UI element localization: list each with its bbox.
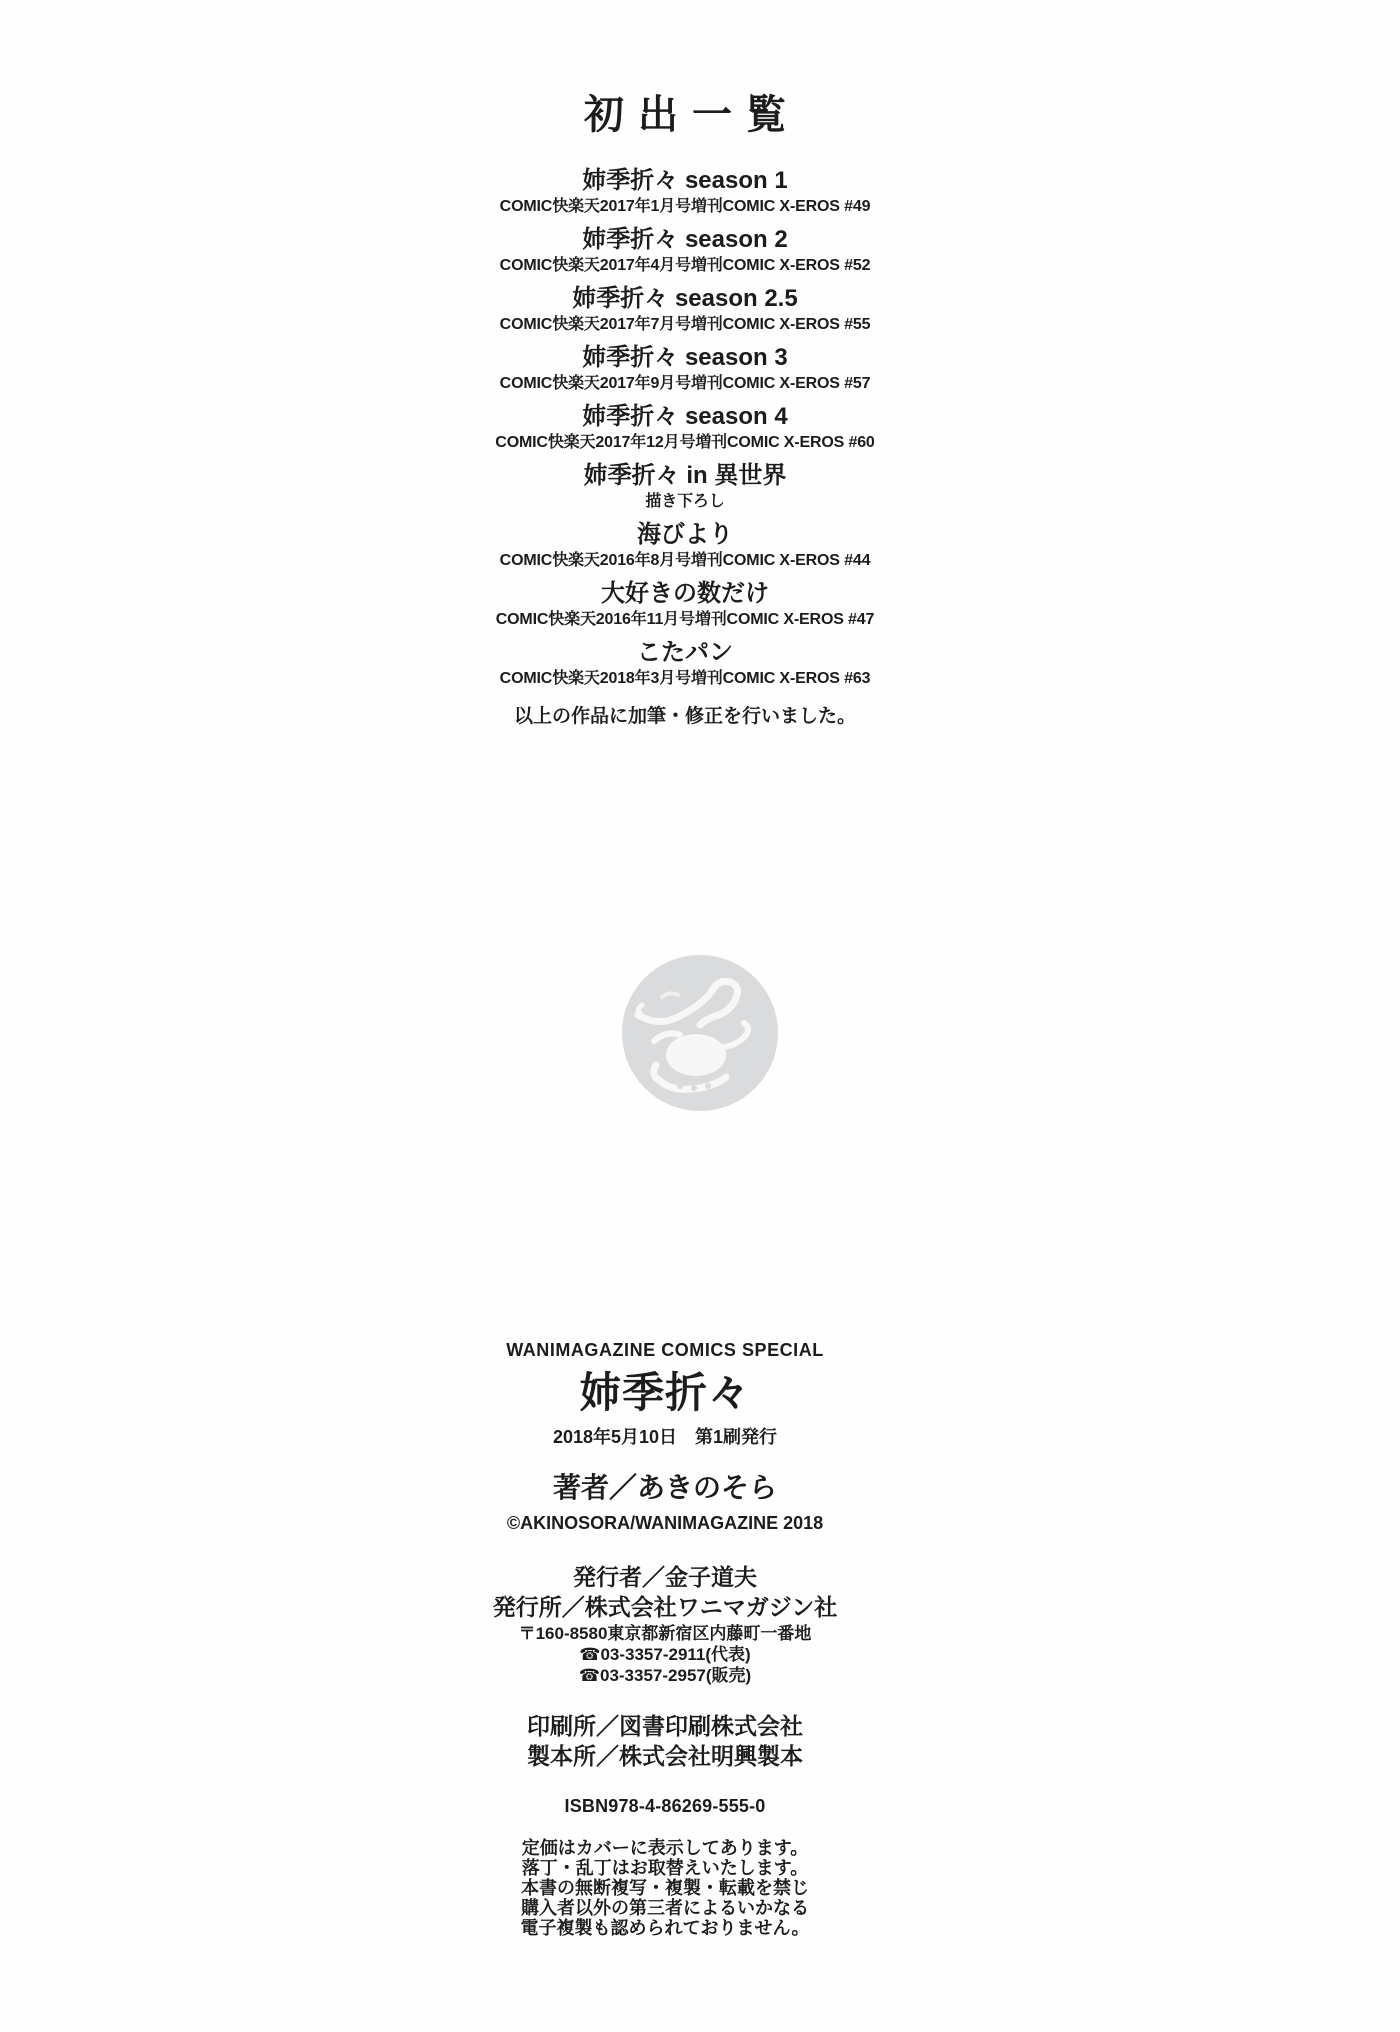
work-source: COMIC快楽天2017年1月号増刊COMIC X-EROS #49 (499, 198, 871, 215)
publication-entry (0, 579, 1370, 631)
publication-entry (0, 402, 1370, 454)
publication-entry (0, 520, 1370, 572)
work-source: COMIC快楽天2016年11月号増刊COMIC X-EROS #47 (495, 611, 875, 628)
work-source: COMIC快楽天2017年4月号増刊COMIC X-EROS #52 (499, 257, 871, 274)
work-title: 姉季折々 season 1 (582, 167, 788, 194)
bindery: 製本所／株式会社明興製本 (527, 1743, 803, 1769)
publication-entry (0, 638, 1370, 690)
work-title: 姉季折々 in 異世界 (583, 462, 787, 489)
publisher-person: 発行者／金子道夫 (573, 1564, 757, 1590)
imprint-label: WANIMAGAZINE COMICS SPECIAL (506, 1340, 824, 1360)
printer: 印刷所／図書印刷株式会社 (527, 1713, 803, 1739)
publication-entry (0, 284, 1370, 336)
work-source: COMIC快楽天2016年8月号増刊COMIC X-EROS #44 (499, 552, 871, 569)
copyright: ©AKINOSORA/WANIMAGAZINE 2018 (506, 1513, 824, 1533)
legal-note-line: 定価はカバーに表示してあります。 (521, 1838, 809, 1858)
legal-note-line: 本書の無断複写・複製・転載を禁じ (521, 1878, 809, 1898)
publication-entry (0, 343, 1370, 395)
publisher-company: 発行所／株式会社ワニマガジン社 (492, 1594, 838, 1620)
legal-note-line: 購入者以外の第三者によるいかなる (521, 1898, 809, 1918)
work-title: 姉季折々 season 2 (582, 226, 788, 253)
work-source: 描き下ろし (645, 493, 725, 510)
work-source: COMIC快楽天2017年12月号増刊COMIC X-EROS #60 (495, 434, 875, 451)
publication-entry (0, 461, 1370, 513)
publication-list (0, 166, 1370, 730)
work-source: COMIC快楽天2017年7月号増刊COMIC X-EROS #55 (499, 316, 871, 333)
book-title: 姉季折々 (579, 1369, 751, 1416)
print-date: 2018年5月10日 第1刷発行 (552, 1427, 778, 1447)
wanimagazine-crocodile-stamp-icon (620, 953, 780, 1113)
publication-entry (0, 166, 1370, 218)
author: 著者／あきのそら (552, 1472, 777, 1503)
legal-notes (0, 1838, 1330, 1938)
isbn: ISBN978-4-86269-555-0 (564, 1796, 766, 1816)
telephone-main: ☎03-3357-2911(代表) (579, 1645, 751, 1664)
legal-note-line: 電子複製も認められておりません。 (520, 1918, 810, 1938)
work-title: 大好きの数だけ (601, 580, 769, 607)
telephone-sales: ☎03-3357-2957(販売) (578, 1666, 752, 1685)
revision-note: 以上の作品に加筆・修正を行いました。 (513, 706, 856, 727)
first-publication-title: 初出一覧 (584, 93, 800, 137)
work-title: 姉季折々 season 2.5 (572, 285, 798, 312)
publisher-address: 〒160-8580東京都新宿区内藤町一番地 (518, 1624, 812, 1643)
work-title: 海びより (637, 521, 733, 548)
work-source: COMIC快楽天2017年9月号増刊COMIC X-EROS #57 (499, 375, 871, 392)
legal-note-line: 落丁・乱丁はお取替えいたします。 (521, 1858, 809, 1878)
work-source: COMIC快楽天2018年3月号増刊COMIC X-EROS #63 (499, 670, 871, 687)
publication-entry (0, 225, 1370, 277)
work-title: こたパン (637, 639, 733, 666)
work-title: 姉季折々 season 3 (582, 344, 788, 371)
work-title: 姉季折々 season 4 (582, 403, 788, 430)
